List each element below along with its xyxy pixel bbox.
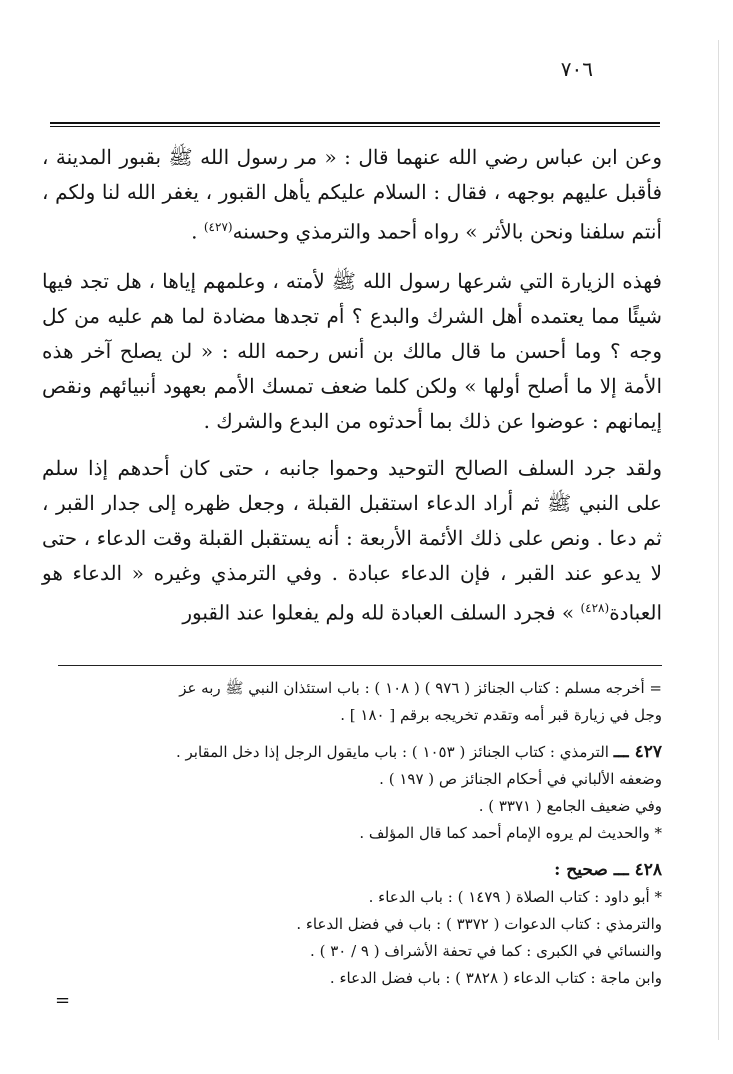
footnote-line: وابن ماجة : كتاب الدعاء ( ٣٨٢٨ ) : باب فضل الدعاء . (329, 969, 662, 987)
paragraph-3 (42, 451, 662, 631)
header-double-rule (50, 122, 660, 127)
footnote-line: وضعفه الألباني في أحكام الجنائز ص ( ١٩٧ ) . (379, 770, 662, 788)
footnote-428 (50, 857, 662, 992)
paragraph-1-end: . (191, 219, 204, 244)
page-number: ٧٠٦ (560, 57, 593, 81)
paragraph-2: فهذه الزيارة التي شرعها رسول الله ﷺ لأمته ، وعلمهم إياها ، هل تجد فيها شيئًا مما يعتمده أهل الشرك والبدع ؟ أم تجدها مضادة لما هم عليه من كل وجه ؟ وما أحسن ما قال مالك بن أنس رحمه الله : « لن يصلح آخر هذه الأمة إلا ما أصلح أولها » ولكن كلما ضعف تمسك الأمم بعهود أنبيائهم ونقص إيمانهم : عوضوا عن ذلك بما أحدثوه من البدع والشرك . (42, 268, 662, 433)
main-text (42, 140, 662, 644)
footnote-line: وجل في زيارة قبر أمه وتقدم تخريجه برقم [ ١٨٠ ] . (340, 706, 662, 724)
paragraph-3-end: » فجرد السلف العبادة لله ولم يفعلوا عند القبور (182, 600, 581, 625)
footnotes (50, 675, 662, 992)
footnote-line: * والحديث لم يروه الإمام أحمد كما قال المؤلف . (359, 824, 662, 842)
footnote-line: * أبو داود : كتاب الصلاة ( ١٤٧٩ ) : باب الدعاء . (368, 888, 662, 906)
paragraph-1-text: وعن ابن عباس رضي الله عنهما قال : « مر رسول الله ﷺ بقبور المدينة ، فأقبل عليهم بوجهه ، فقال : السلام عليكم يأهل القبور ، يغفر الله لنا ولكم ، أنتم سلفنا ونحن بالأثر » رواه أحمد والترمذي وحسنه (42, 145, 662, 244)
page-edge-line (718, 40, 719, 1040)
footnote-line: الترمذي : كتاب الجنائز ( ١٠٥٣ ) : باب مايقول الرجل إذا دخل المقابر . (175, 743, 609, 761)
paragraph-3-text: ولقد جرد السلف الصالح التوحيد وحموا جانبه ، حتى كان أحدهم إذا سلم على النبي ﷺ ثم أراد الدعاء استقبل القبلة ، وجعل ظهره إلى جدار القبر ، ثم دعا . ونص على ذلك الأئمة الأربعة : أنه يستقبل القبلة وقت الدعاء ، حتى لا يدعو عند القبر ، فإن الدعاء عبادة . وفي الترمذي وغيره « الدعاء هو العبادة (42, 455, 662, 625)
footnote-ref-427: (٤٢٧) (203, 220, 233, 234)
footnote-427 (50, 739, 662, 847)
footnote-continuation (50, 675, 662, 729)
footnote-line: = أخرجه مسلم : كتاب الجنائز ( ٩٧٦ ) ( ١٠٨ ) : باب استئذان النبي ﷺ ربه عز (179, 679, 662, 697)
footnote-number: ٤٢٨ ـــ صحيح : (554, 860, 662, 880)
footnote-line: وفي ضعيف الجامع ( ٣٣٧١ ) . (478, 797, 662, 815)
footnote-number: ٤٢٧ ـــ (613, 742, 662, 762)
footnote-427-first-line (50, 739, 662, 766)
footnote-line: والنسائي في الكبرى : كما في تحفة الأشراف ( ٩ / ٣٠ ) . (310, 942, 662, 960)
continuation-mark: = (55, 990, 71, 1011)
footnote-separator (58, 665, 662, 666)
footnote-ref-428: (٤٢٨) (580, 600, 610, 615)
paragraph-1 (42, 140, 662, 250)
footnote-line: والترمذي : كتاب الدعوات ( ٣٣٧٢ ) : باب في فضل الدعاء . (296, 915, 662, 933)
